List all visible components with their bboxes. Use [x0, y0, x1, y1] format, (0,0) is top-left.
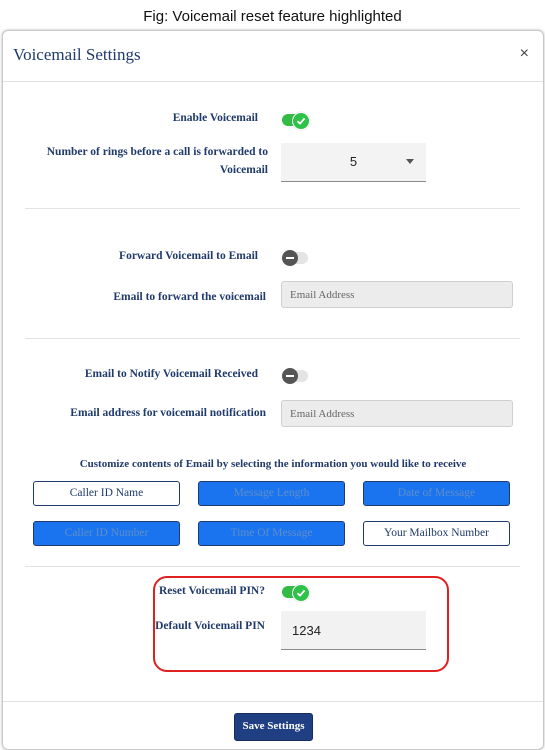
notify-email-input[interactable]: Email Address	[281, 400, 513, 427]
forward-voicemail-label: Forward Voicemail to Email	[119, 250, 258, 262]
customize-heading: Customize contents of Email by selecting the information you would like to receive	[79, 458, 467, 470]
option-caller-id-number[interactable]: Caller ID Number	[33, 521, 180, 546]
dialog-title: Voicemail Settings	[13, 45, 141, 64]
enable-voicemail-toggle[interactable]	[282, 114, 306, 126]
forward-voicemail-toggle[interactable]	[284, 252, 308, 264]
rings-select-value: 5	[349, 154, 358, 169]
option-time-of-message[interactable]: Time Of Message	[198, 521, 345, 546]
option-date-of-message[interactable]: Date of Message	[363, 481, 510, 506]
voicemail-settings-dialog	[2, 30, 544, 750]
divider	[25, 338, 520, 339]
dialog-header	[3, 31, 543, 82]
close-icon[interactable]: ×	[519, 45, 529, 62]
forward-email-label: Email to forward the voicemail	[113, 291, 266, 303]
reset-pin-label: Reset Voicemail PIN?	[158, 585, 265, 597]
divider	[25, 566, 520, 567]
notify-voicemail-toggle[interactable]	[284, 370, 308, 382]
caret-down-icon	[406, 159, 414, 164]
enable-voicemail-label: Enable Voicemail	[172, 112, 258, 124]
minus-icon	[282, 368, 298, 384]
rings-select[interactable]	[281, 143, 426, 182]
figure-caption: Fig: Voicemail reset feature highlighted	[143, 8, 402, 25]
option-mailbox-number[interactable]: Your Mailbox Number	[363, 521, 510, 546]
minus-icon	[282, 250, 298, 266]
default-pin-value: 1234	[292, 623, 321, 638]
default-pin-label: Default Voicemail PIN	[155, 620, 265, 632]
notify-voicemail-label: Email to Notify Voicemail Received	[84, 368, 258, 380]
option-message-length[interactable]: Message Length	[198, 481, 345, 506]
highlight-outline	[153, 576, 449, 672]
forward-email-input[interactable]: Email Address	[281, 281, 513, 308]
save-settings-button[interactable]: Save Settings	[234, 713, 313, 741]
option-caller-id-name[interactable]: Caller ID Name	[33, 481, 180, 506]
notify-email-label: Email address for voicemail notification	[70, 407, 266, 419]
footer-divider	[3, 701, 543, 702]
divider	[25, 208, 520, 209]
rings-label: Number of rings before a call is forwarded to Voicemail	[46, 146, 268, 176]
check-icon	[292, 112, 310, 130]
